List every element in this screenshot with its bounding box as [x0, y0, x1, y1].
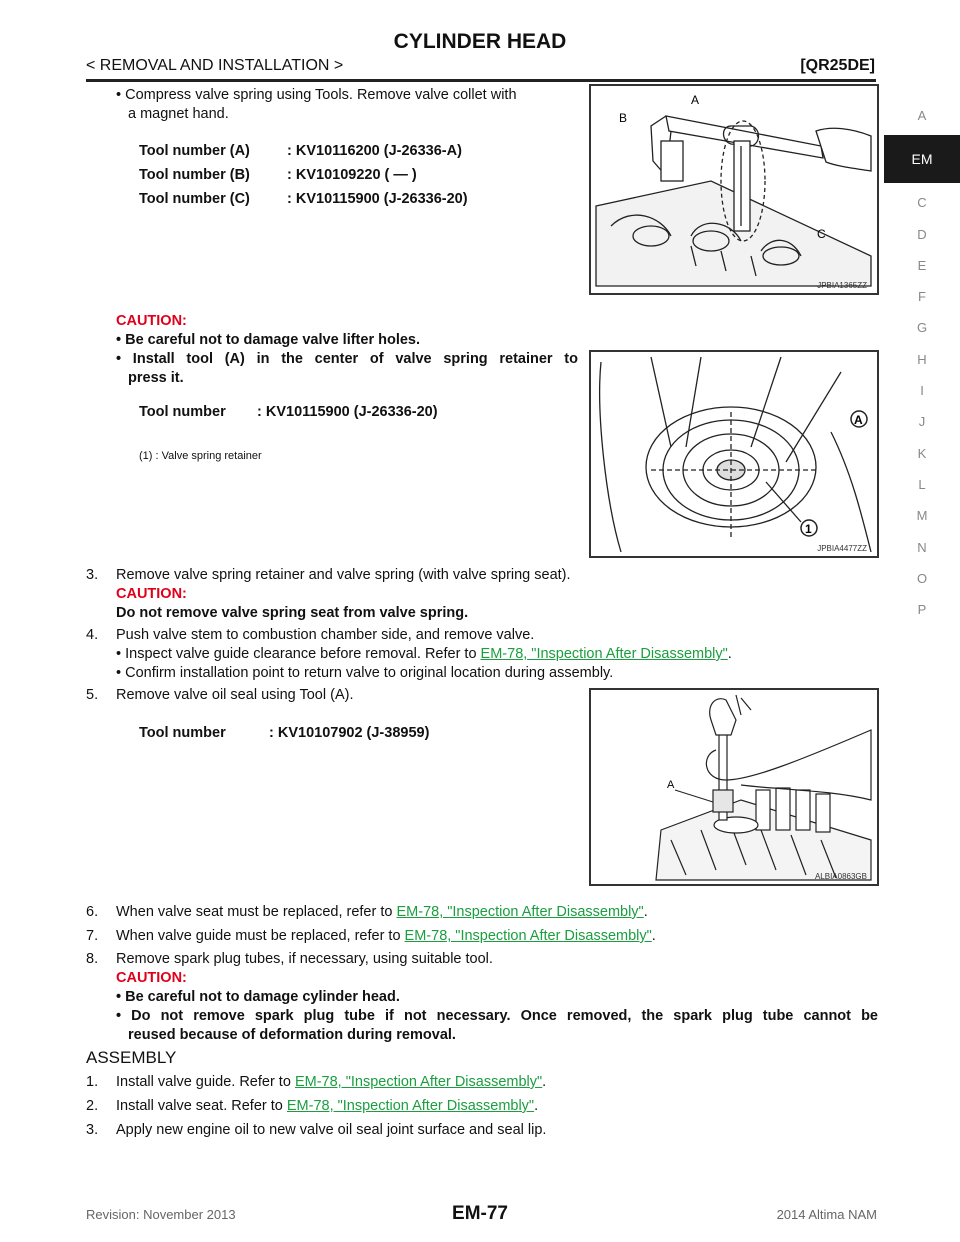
figure-code: ALBIA0863GB	[814, 872, 867, 881]
step-number: 3.	[86, 567, 99, 583]
figure-legend: (1) : Valve spring retainer	[139, 450, 262, 462]
side-index-item-k[interactable]: K	[917, 445, 927, 461]
step-6	[86, 903, 876, 922]
side-index-item-l[interactable]: L	[918, 476, 926, 492]
step-number: 6.	[86, 904, 99, 920]
step-text: Remove valve oil seal using Tool (A).	[116, 687, 354, 703]
step-bullet-compress	[116, 86, 578, 124]
step-text: Install valve guide. Refer to	[116, 1074, 295, 1090]
section-label: < REMOVAL AND INSTALLATION >	[86, 57, 344, 74]
bullet-text-cont: a magnet hand.	[128, 106, 229, 122]
caution-text: • Be careful not to damage cylinder head.	[116, 989, 400, 1005]
step-text: Install valve seat. Refer to	[116, 1098, 287, 1114]
side-index	[884, 100, 960, 625]
step-text: When valve seat must be replaced, refer to	[116, 904, 397, 920]
punct: .	[542, 1074, 547, 1090]
bullet-text: • Inspect valve guide clearance before removal. Refer to	[116, 646, 481, 662]
inspection-link[interactable]: EM-78, "Inspection After Disassembly"	[396, 904, 644, 920]
figure-code: JPBIA1365ZZ	[817, 281, 867, 290]
header-divider	[86, 79, 876, 82]
inspection-link[interactable]: EM-78, "Inspection After Disassembly"	[404, 928, 652, 944]
side-index-item-g[interactable]: G	[916, 320, 928, 336]
side-index-item-a[interactable]: A	[917, 108, 927, 123]
tool-label: Tool number	[139, 725, 226, 741]
punct: .	[727, 646, 732, 662]
fig-callout-1: 1	[805, 522, 812, 536]
tool-value: : KV10109220 ( — )	[287, 167, 417, 183]
tool-value: : KV10116200 (J-26336-A)	[287, 143, 462, 159]
model-name: 2014 Altima NAM	[776, 1207, 877, 1222]
side-index-item-f[interactable]: F	[918, 289, 926, 305]
side-index-item-n[interactable]: N	[917, 539, 927, 555]
side-index-item-p[interactable]: P	[917, 602, 927, 618]
caution-text: • Be careful not to damage valve lifter holes.	[116, 332, 421, 348]
punct: .	[534, 1098, 539, 1114]
tool-table-3	[139, 721, 429, 745]
tool-table-1	[139, 139, 468, 211]
caution-text: reused because of deformation during removal.	[128, 1027, 456, 1043]
step-text: Remove valve spring retainer and valve spring (with valve spring seat).	[116, 567, 571, 583]
tool-table-2	[139, 400, 438, 424]
side-index-item-c[interactable]: C	[917, 195, 927, 211]
step-number: 1.	[86, 1074, 99, 1090]
figure-spring-compressor	[589, 84, 879, 295]
step-number: 4.	[86, 627, 99, 643]
step-7	[86, 927, 876, 946]
punct: .	[643, 904, 648, 920]
side-index-item-em[interactable]: EM	[884, 135, 960, 183]
tool-label: Tool number (B)	[139, 167, 250, 183]
engine-code: [QR25DE]	[800, 57, 875, 74]
tool-label: Tool number (C)	[139, 191, 250, 207]
side-index-item-o[interactable]: O	[916, 570, 928, 586]
side-index-item-m[interactable]: M	[916, 508, 928, 524]
step-5	[86, 686, 586, 705]
side-index-item-e[interactable]: E	[917, 257, 927, 273]
caution-label: CAUTION:	[116, 313, 187, 329]
step-number: 5.	[86, 687, 99, 703]
fig-callout-a: A	[854, 413, 863, 427]
inspection-link[interactable]: EM-78, "Inspection After Disassembly"	[286, 1098, 535, 1114]
tool-value: : KV10107902 (J-38959)	[269, 725, 430, 741]
step-3	[86, 566, 876, 623]
caution-text: • Do not remove spark plug tube if not necessary. Once removed, the spark plug tube cannot be	[116, 1008, 878, 1024]
step-text: Push valve stem to combustion chamber side, and remove valve.	[116, 627, 535, 643]
caution-text: Do not remove valve spring seat from valve spring.	[116, 605, 469, 621]
spring-retainer-illustration	[591, 352, 877, 556]
step-number: 3.	[86, 1122, 99, 1138]
assembly-step-1	[86, 1073, 876, 1092]
step-4	[86, 626, 876, 683]
page-number: EM-77	[452, 1203, 508, 1224]
caution-text: press it.	[128, 370, 184, 386]
side-index-item-j[interactable]: J	[918, 414, 926, 430]
fig-callout-a: A	[691, 93, 700, 107]
assembly-heading: ASSEMBLY	[86, 1048, 177, 1067]
page-title: CYLINDER HEAD	[393, 30, 567, 53]
caution-text: • Install tool (A) in the center of valve spring retainer to	[116, 351, 578, 367]
caution-label: CAUTION:	[116, 586, 187, 602]
fig-callout-a: A	[667, 779, 675, 791]
figure-code: JPBIA4477ZZ	[817, 544, 867, 553]
tool-label: Tool number	[139, 404, 226, 420]
step-text: When valve guide must be replaced, refer to	[116, 928, 405, 944]
bullet-text: • Compress valve spring using Tools. Remove valve collet with	[116, 87, 517, 103]
fig-callout-c: C	[817, 227, 826, 241]
step-number: 8.	[86, 951, 99, 967]
inspection-link[interactable]: EM-78, "Inspection After Disassembly"	[480, 646, 728, 662]
step-8	[86, 950, 878, 1045]
tool-label: Tool number (A)	[139, 143, 250, 159]
step-number: 7.	[86, 928, 99, 944]
step-number: 2.	[86, 1098, 99, 1114]
caution-label: CAUTION:	[116, 970, 187, 986]
side-index-item-i[interactable]: I	[920, 383, 924, 399]
assembly-step-2	[86, 1097, 876, 1116]
figure-oil-seal-removal	[589, 688, 879, 886]
caution-block-1	[116, 312, 578, 388]
bullet-text: • Confirm installation point to return valve to original location during assembly.	[116, 665, 614, 681]
tool-value: : KV10115900 (J-26336-20)	[287, 191, 468, 207]
assembly-step-3	[86, 1121, 876, 1140]
figure-spring-retainer	[589, 350, 879, 558]
side-index-item-h[interactable]: H	[917, 351, 927, 367]
side-index-item-d[interactable]: D	[917, 226, 927, 242]
step-text: Apply new engine oil to new valve oil seal joint surface and seal lip.	[116, 1122, 547, 1138]
punct: .	[651, 928, 656, 944]
inspection-link[interactable]: EM-78, "Inspection After Disassembly"	[294, 1074, 543, 1090]
spring-compressor-illustration	[591, 86, 877, 293]
revision-date: Revision: November 2013	[86, 1207, 236, 1222]
oil-seal-removal-illustration	[591, 690, 877, 884]
tool-value: : KV10115900 (J-26336-20)	[257, 404, 438, 420]
fig-callout-b: B	[619, 111, 628, 125]
step-text: Remove spark plug tubes, if necessary, using suitable tool.	[116, 951, 493, 967]
